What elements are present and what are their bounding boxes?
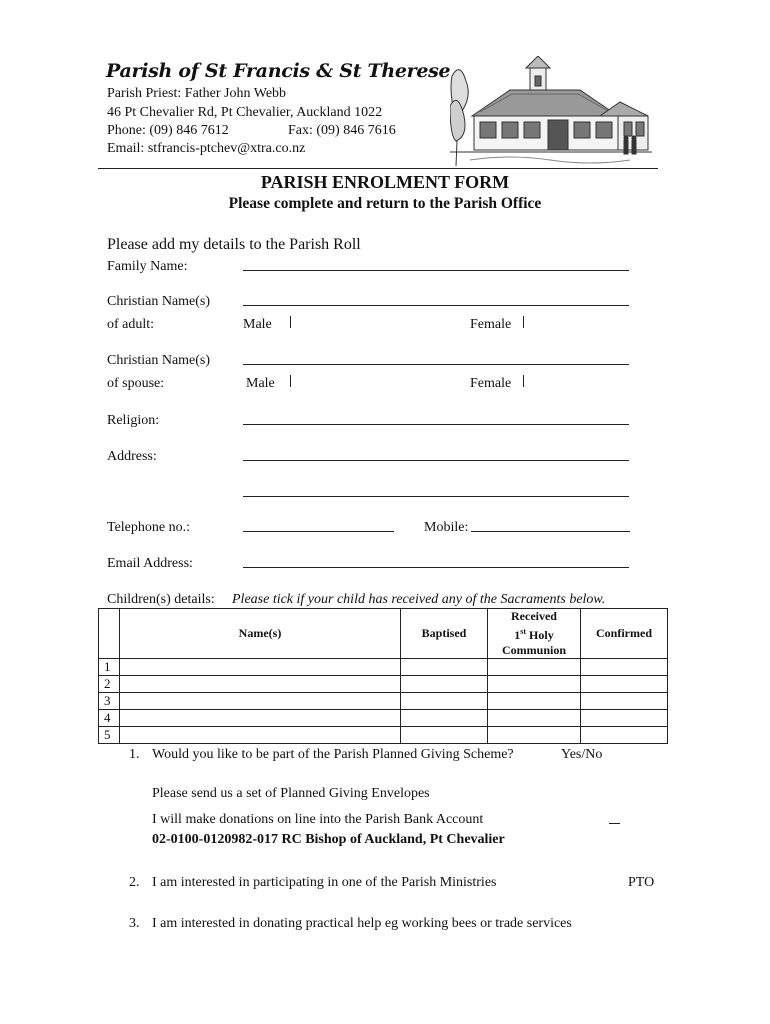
intro-text: Please add my details to the Parish Roll — [107, 236, 361, 253]
envelopes-option: Please send us a set of Planned Giving Envelopes — [152, 786, 430, 801]
q3-number: 3. — [129, 916, 140, 931]
children-label: Children(s) details: — [107, 592, 215, 607]
communion-cell[interactable] — [488, 693, 581, 710]
row-number: 5 — [99, 727, 120, 744]
children-table — [98, 608, 668, 744]
communion-header-line1: Received — [511, 609, 557, 623]
online-option: I will make donations on line into the Parish Bank Account — [152, 812, 484, 827]
row-number: 4 — [99, 710, 120, 727]
q2-number: 2. — [129, 875, 140, 890]
adult-female-checkbox[interactable] — [523, 316, 524, 328]
parish-address: 46 Pt Chevalier Rd, Pt Chevalier, Auckland 1022 — [107, 105, 383, 120]
confirmed-cell[interactable] — [581, 659, 668, 676]
communion-cell[interactable] — [488, 659, 581, 676]
pto-text: PTO — [628, 875, 655, 890]
telephone-field[interactable] — [243, 531, 394, 532]
child-name-cell[interactable] — [120, 710, 401, 727]
names-column-header: Name(s) — [120, 609, 401, 659]
q2-text: I am interested in participating in one of the Parish Ministries — [152, 875, 497, 890]
q1-number: 1. — [129, 747, 140, 762]
baptised-cell[interactable] — [401, 727, 488, 744]
mobile-field[interactable] — [471, 531, 630, 532]
form-title: PARISH ENROLMENT FORM — [260, 172, 510, 192]
spouse-female-label: Female — [470, 376, 512, 391]
baptised-cell[interactable] — [401, 676, 488, 693]
confirmed-column-header: Confirmed — [581, 609, 668, 659]
of-spouse-label: of spouse: — [107, 376, 165, 391]
religion-label: Religion: — [107, 413, 160, 428]
baptised-cell[interactable] — [401, 659, 488, 676]
religion-field[interactable] — [243, 424, 629, 425]
baptised-cell[interactable] — [401, 710, 488, 727]
confirmed-cell[interactable] — [581, 676, 668, 693]
family-name-field[interactable] — [243, 270, 629, 271]
q1-answer[interactable]: Yes/No — [561, 747, 603, 762]
church-illustration — [450, 56, 652, 168]
adult-male-checkbox[interactable] — [290, 316, 291, 328]
spouse-names-label: Christian Name(s) — [107, 353, 211, 368]
table-row — [99, 727, 668, 744]
parish-fax: Fax: (09) 846 7616 — [288, 123, 396, 138]
parish-name: Parish of St Francis & St Therese — [106, 60, 451, 82]
child-name-cell[interactable] — [120, 676, 401, 693]
row-number: 1 — [99, 659, 120, 676]
table-row — [99, 710, 668, 727]
communion-header-line3: Communion — [501, 643, 566, 657]
parish-priest: Parish Priest: Father John Webb — [107, 86, 287, 101]
adult-female-label: Female — [470, 317, 512, 332]
row-number: 2 — [99, 676, 120, 693]
table-row — [99, 659, 668, 676]
adult-names-field[interactable] — [243, 305, 629, 306]
q1-text: Would you like to be part of the Parish Planned Giving Scheme? — [152, 747, 514, 762]
address-field-line1[interactable] — [243, 460, 629, 461]
parish-phone: Phone: (09) 846 7612 — [107, 123, 229, 138]
parish-email: Email: stfrancis-ptchev@xtra.co.nz — [107, 141, 306, 156]
communion-cell[interactable] — [488, 727, 581, 744]
mobile-label: Mobile: — [424, 520, 469, 535]
online-checkbox[interactable] — [609, 823, 620, 824]
communion-column-header — [488, 609, 581, 659]
header-divider — [98, 168, 658, 169]
child-name-cell[interactable] — [120, 693, 401, 710]
confirmed-cell[interactable] — [581, 727, 668, 744]
children-instruction: Please tick if your child has received any of the Sacraments below. — [232, 592, 606, 607]
spouse-male-label: Male — [246, 376, 275, 391]
table-row — [99, 693, 668, 710]
communion-cell[interactable] — [488, 710, 581, 727]
baptised-cell[interactable] — [401, 693, 488, 710]
adult-male-label: Male — [243, 317, 272, 332]
form-subtitle: Please complete and return to the Parish Office — [228, 195, 542, 212]
child-name-cell[interactable] — [120, 659, 401, 676]
q3-text: I am interested in donating practical help eg working bees or trade services — [152, 916, 572, 931]
confirmed-cell[interactable] — [581, 693, 668, 710]
spouse-names-field[interactable] — [243, 364, 629, 365]
child-name-cell[interactable] — [120, 727, 401, 744]
email-label: Email Address: — [107, 556, 193, 571]
adult-names-label: Christian Name(s) — [107, 294, 211, 309]
row-number-header — [99, 609, 120, 659]
bank-account: 02-0100-0120982-017 RC Bishop of Auckland, Pt Chevalier — [152, 832, 505, 847]
spouse-male-checkbox[interactable] — [290, 375, 291, 387]
communion-cell[interactable] — [488, 676, 581, 693]
family-name-label: Family Name: — [107, 259, 188, 274]
spouse-female-checkbox[interactable] — [523, 375, 524, 387]
table-row — [99, 676, 668, 693]
of-adult-label: of adult: — [107, 317, 155, 332]
communion-header-line2: 1st Holy — [514, 627, 554, 642]
telephone-label: Telephone no.: — [107, 520, 190, 535]
row-number: 3 — [99, 693, 120, 710]
email-field[interactable] — [243, 567, 629, 568]
address-label: Address: — [107, 449, 157, 464]
baptised-column-header: Baptised — [401, 609, 488, 659]
confirmed-cell[interactable] — [581, 710, 668, 727]
address-field-line2[interactable] — [243, 496, 629, 497]
